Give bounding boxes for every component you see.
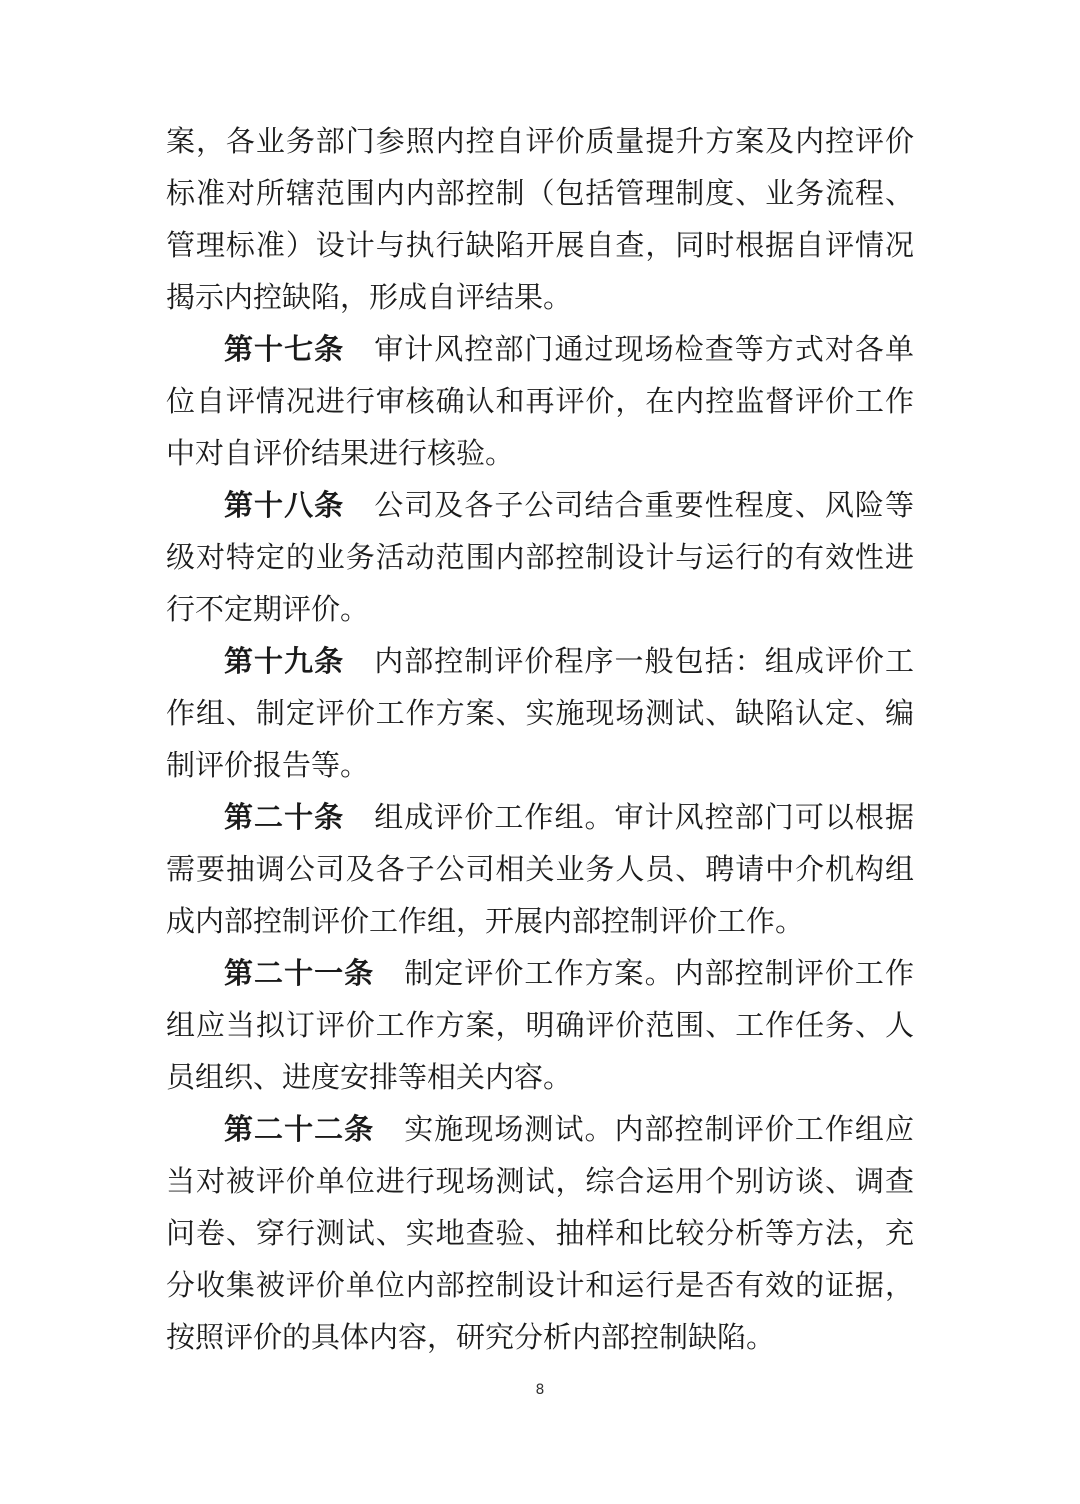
text-line: 员组织、进度安排等相关内容。	[166, 1060, 573, 1094]
text-line: 标准对所辖范围内内部控制（包括管理制度、业务流程、	[166, 176, 914, 210]
text-line: 中对自评价结果进行核验。	[166, 436, 515, 470]
article-heading: 第二十一条	[224, 956, 375, 990]
article-21-first-line	[224, 953, 914, 993]
text-line: 制评价报告等。	[166, 748, 370, 782]
article-heading: 第十九条	[224, 644, 345, 678]
article-heading: 第二十条	[224, 800, 345, 834]
article-17-first-line	[224, 329, 914, 369]
text-line: 成内部控制评价工作组，开展内部控制评价工作。	[166, 904, 805, 938]
article-text: 公司及各子公司结合重要性程度、风险等	[374, 488, 914, 522]
text-line: 当对被评价单位进行现场测试，综合运用个别访谈、调查	[166, 1164, 914, 1198]
article-heading: 第十八条	[224, 488, 345, 522]
text-line: 分收集被评价单位内部控制设计和运行是否有效的证据，	[166, 1268, 914, 1302]
page-number: 8	[535, 1382, 545, 1398]
article-19-first-line	[224, 641, 914, 681]
text-line: 按照评价的具体内容，研究分析内部控制缺陷。	[166, 1320, 776, 1354]
text-line: 揭示内控缺陷，形成自评结果。	[166, 280, 573, 314]
article-text: 审计风控部门通过现场检查等方式对各单	[374, 332, 914, 366]
text-line: 管理标准）设计与执行缺陷开展自查，同时根据自评情况	[166, 228, 914, 262]
article-text: 制定评价工作方案。内部控制评价工作	[404, 956, 914, 990]
text-line: 级对特定的业务活动范围内部控制设计与运行的有效性进	[166, 540, 914, 574]
article-heading: 第十七条	[224, 332, 345, 366]
text-line: 需要抽调公司及各子公司相关业务人员、聘请中介机构组	[166, 852, 914, 886]
article-text: 实施现场测试。内部控制评价工作组应	[404, 1112, 914, 1146]
article-20-first-line	[224, 797, 914, 837]
text-line: 作组、制定评价工作方案、实施现场测试、缺陷认定、编	[166, 696, 914, 730]
text-line: 组应当拟订评价工作方案，明确评价范围、工作任务、人	[166, 1008, 914, 1042]
article-text: 内部控制评价程序一般包括：组成评价工	[374, 644, 914, 678]
text-line: 问卷、穿行测试、实地查验、抽样和比较分析等方法，充	[166, 1216, 914, 1250]
text-line: 案，各业务部门参照内控自评价质量提升方案及内控评价	[166, 124, 914, 158]
article-18-first-line	[224, 485, 914, 525]
article-heading: 第二十二条	[224, 1112, 375, 1146]
article-text: 组成评价工作组。审计风控部门可以根据	[374, 800, 914, 834]
text-line: 位自评情况进行审核确认和再评价，在内控监督评价工作	[166, 384, 914, 418]
text-line: 行不定期评价。	[166, 592, 370, 626]
article-22-first-line	[224, 1109, 914, 1149]
